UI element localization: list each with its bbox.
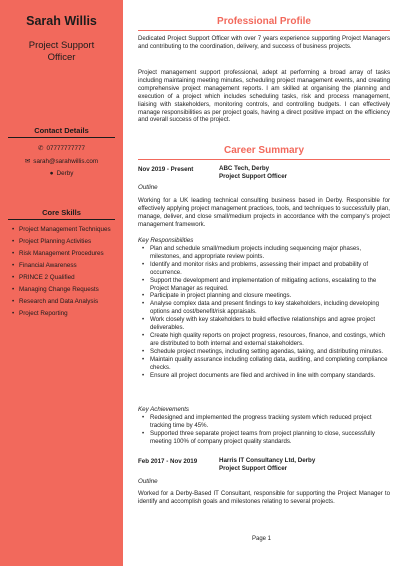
job-outline: Working for a UK leading technical consulting business based in Derby. Responsible for effectively applying project management practices, tools, and techniques to successfully plan, manage, deliver, and close small/medium projects in accordance with the company's project management framework. — [138, 197, 390, 228]
skill-item: • Financial Awareness — [11, 262, 115, 270]
skills-divider — [8, 219, 115, 220]
responsibility-item: • Support the development and implementation of mitigating actions, escalating to the Project Manager as required. — [138, 277, 390, 293]
contact-email — [0, 157, 123, 165]
candidate-title-line1: Project Support — [28, 40, 95, 51]
outline-label: Outline — [138, 184, 158, 191]
achievements-list — [138, 414, 390, 446]
profile-heading: Professional Profile — [217, 16, 311, 27]
skill-item: • Project Reporting — [11, 310, 115, 318]
responsibility-item: • Ensure all project documents are filed and archived in line with company standards. — [138, 372, 390, 380]
skill-item: • PRINCE 2 Qualified — [11, 274, 115, 282]
responsibility-item: • Work closely with key stakeholders to build effective relationships and agree project deliverables. — [138, 316, 390, 332]
outline-label: Outline — [138, 478, 158, 485]
responsibility-item: • Identify and monitor risks and problems, assessing their impact and probability of occurrence. — [138, 261, 390, 277]
location-text: Derby — [56, 170, 74, 177]
phone-text: 07777777777 — [46, 145, 85, 152]
sidebar — [0, 0, 123, 566]
profile-divider — [138, 30, 390, 31]
achievements-label: Key Achievements — [138, 406, 190, 413]
responsibility-item: • Participate in project planning and closure meetings. — [138, 292, 390, 300]
job-role: Project Support Officer — [219, 465, 288, 472]
profile-paragraph-2: Project management support professional, adept at performing a broad array of tasks including maintaining meeting minutes, scheduling project management events, and creating comprehensive project management reports. I am skilled at organising the planning and execution of a project which includes scheduling tasks, risk and process management, liaising with stakeholders, monitoring controls, and controlling budgets. I can effectively manage responsibilities as per project goals, having a direct positive impact on the efficiency and overall success of the project. — [138, 69, 390, 124]
skill-item: • Research and Data Analysis — [11, 298, 115, 306]
skill-item: • Project Planning Activities — [11, 238, 115, 246]
career-heading: Career Summary — [223, 145, 305, 156]
responsibility-item: • Analyse complex data and present findings to key stakeholders, including developing options and cost/benefit/risk appraisals. — [138, 300, 390, 316]
job-dates: Nov 2019 - Present — [138, 166, 194, 173]
page-number: Page 1 — [251, 536, 272, 542]
job-company: ABC Tech, Derby — [219, 165, 270, 172]
envelope-icon: ✉ — [24, 158, 31, 165]
career-divider — [138, 159, 390, 160]
achievement-item: • Redesigned and implemented the progress tracking system which reduced project tracking time by 45%. — [138, 414, 390, 430]
job-header — [219, 165, 287, 181]
email-text: sarah@sarahwillis.com — [33, 158, 99, 165]
skills-list — [11, 226, 115, 322]
phone-icon: ✆ — [38, 145, 44, 152]
skill-item: • Managing Change Requests — [11, 286, 115, 294]
responsibilities-list — [138, 245, 390, 379]
achievement-item: • Supported three separate project teams from project planning to close, successfully meeting 100% of company project quality standards. — [138, 430, 390, 446]
candidate-title — [0, 40, 123, 64]
job-header — [219, 457, 315, 473]
contact-divider — [8, 137, 115, 138]
responsibility-item: • Create high quality reports on project progress, resources, finance, and costings, which are distributed to both internal and external stakeholders. — [138, 332, 390, 348]
responsibilities-label: Key Responsibilities — [138, 237, 194, 244]
skill-item: • Project Management Techniques — [11, 226, 115, 234]
profile-paragraph-1: Dedicated Project Support Officer with over 7 years experience supporting Project Managers and contributing to the coordination, delivery, and success of business projects. — [138, 35, 390, 50]
map-pin-icon: ● — [49, 170, 54, 177]
contact-heading: Contact Details — [34, 126, 89, 135]
skills-heading: Core Skills — [42, 208, 81, 217]
job-outline: Worked for a Derby-Based IT Consultant, responsible for supporting the Project Manager to identify and accomplish goals and milestones relating to several projects. — [138, 490, 390, 505]
candidate-title-line2: Officer — [47, 52, 76, 63]
skill-item: • Risk Management Procedures — [11, 250, 115, 258]
job-dates: Feb 2017 - Nov 2019 — [138, 458, 198, 465]
responsibility-item: • Maintain quality assurance including collating data, auditing, and completing compliance checks. — [138, 356, 390, 372]
responsibility-item: • Plan and schedule small/medium projects including sequencing major phases, milestones, and appropriate review points. — [138, 245, 390, 261]
contact-location — [0, 170, 123, 177]
contact-phone — [0, 144, 123, 152]
job-role: Project Support Officer — [219, 173, 288, 180]
candidate-name: Sarah Willis — [26, 14, 97, 28]
responsibility-item: • Schedule project meetings, including setting agendas, taking, and distributing minutes. — [138, 348, 390, 356]
job-company: Harris IT Consultancy Ltd, Derby — [219, 457, 316, 464]
